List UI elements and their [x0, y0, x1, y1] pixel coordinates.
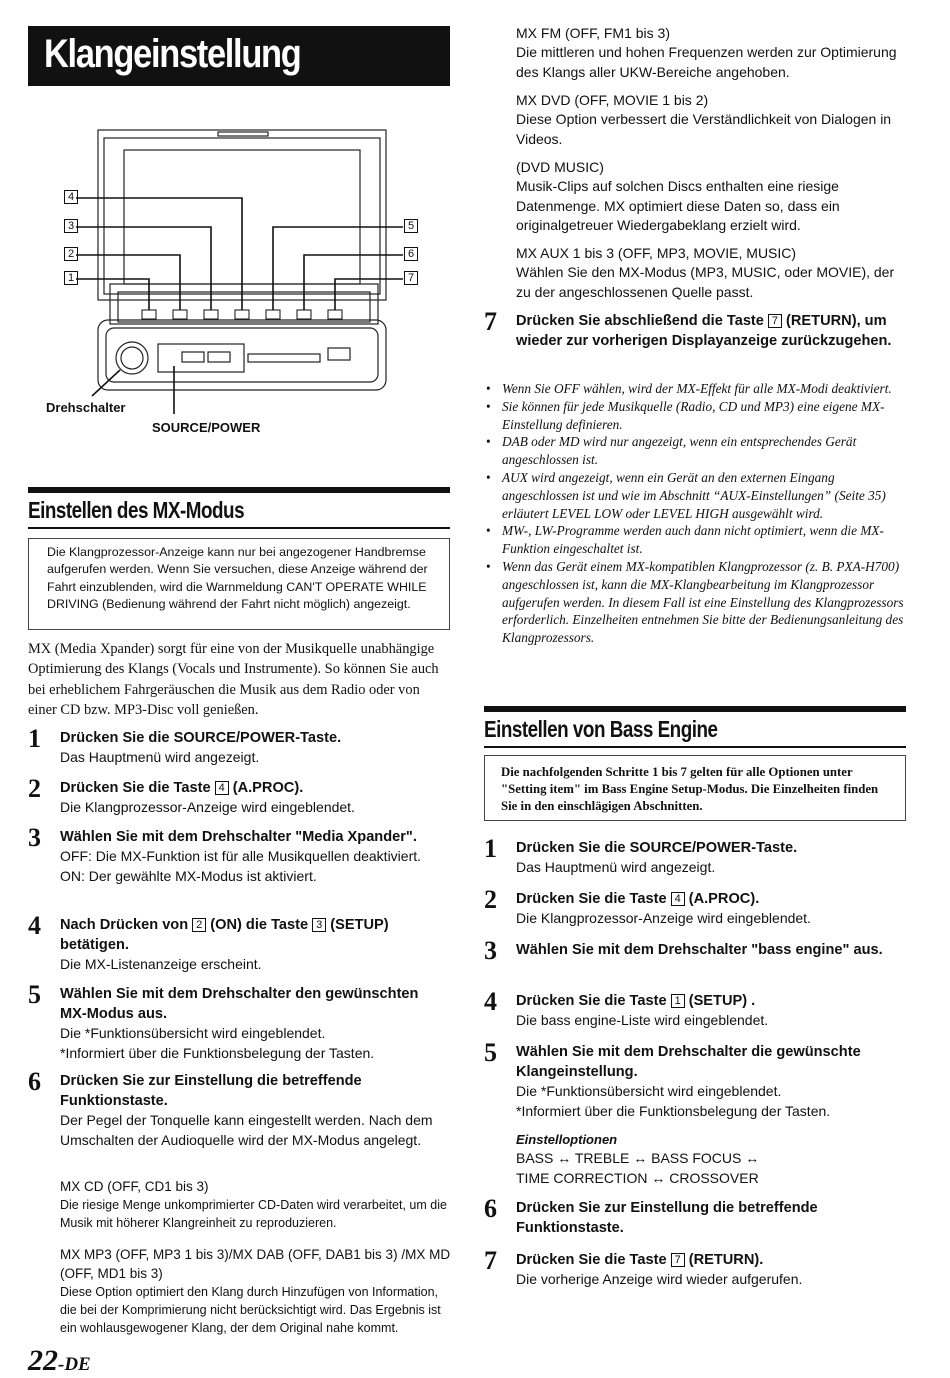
callout-6: 6: [404, 247, 418, 261]
bass-options: Einstelloptionen BASS ↔ TREBLE ↔ BASS FOCUS ↔ TIME CORRECTION ↔ CROSSOVER: [516, 1132, 760, 1186]
note-item: • AUX wird angezeigt, wenn ein Gerät an den externen Eingang angeschlossen ist und wie im Abschnitt “AUX-Einstellungen” (Seite 35) erläutert LEVEL LOW oder LEVEL HIGH ausgewählt wird.: [484, 469, 910, 522]
mx-note-box: [28, 538, 450, 630]
key-box: 2: [192, 918, 206, 932]
mx-mp3-block: MX MP3 (OFF, MP3 1 bis 3)/MX DAB (OFF, DAB1 bis 3) /MX MD (OFF, MD1 bis 3) Diese Option optimiert den Klang durch Hinzufügen von Information, die bei der Komprimierung nicht berücksichtigt wird. Das Ergebnis ist ein wohlausgewogener Klang, der dem Original nahe kommt.: [60, 1247, 451, 1335]
bass-step-2: 2 Drücken Sie die Taste 4 (A.PROC). Die Klangprozessor-Anzeige wird eingeblendet.: [484, 885, 811, 926]
mx-step-7: 7 Drücken Sie abschließend die Taste 7 (RETURN), um wieder zur vorherigen Displayanzeige zurückzugehen.: [484, 307, 892, 349]
bass-step-3: 3 Wählen Sie mit dem Drehschalter "bass engine" aus.: [484, 936, 883, 965]
bass-note-box: [484, 755, 906, 821]
key-box: 3: [312, 918, 326, 932]
notes-list: [484, 380, 910, 647]
key-box: 4: [215, 781, 229, 795]
bass-note-text: Die nachfolgenden Schritte 1 bis 7 gelten für alle Optionen unter "Setting item" im Bass Engine Setup-Modus. Die Einzelheiten finden Sie in den einschlägigen Abschnitten.: [501, 765, 879, 813]
bass-section-heading: Einstellen von Bass Engine: [484, 706, 906, 748]
bass-step-7: 7 Drücken Sie die Taste 7 (RETURN). Die vorherige Anzeige wird wieder aufgerufen.: [484, 1246, 803, 1287]
key-box: 7: [768, 314, 782, 328]
mx-section-heading: Einstellen des MX-Modus: [28, 487, 450, 529]
key-box: 4: [671, 892, 685, 906]
mx-aux-block: MX AUX 1 bis 3 (OFF, MP3, MOVIE, MUSIC) Wählen Sie den MX-Modus (MP3, MUSIC, oder MOVIE), der zu der angeschlossenen Quelle passt.: [516, 245, 895, 300]
page-title-bar: [28, 26, 450, 86]
mx-step-4: 4 Nach Drücken von 2 (ON) die Taste 3 (SETUP) betätigen. Die MX-Listenanzeige erscheint.: [28, 911, 389, 972]
mx-step-5: 5 Wählen Sie mit dem Drehschalter den gewünschten MX-Modus aus. Die *Funktionsübersicht wird eingeblendet. *Informiert über die Funktionsbelegung der Tasten.: [28, 980, 419, 1061]
source-power-label: SOURCE/POWER: [152, 420, 261, 435]
mx-step-6: 6 Drücken Sie zur Einstellung die betreffende Funktionstaste. Der Pegel der Tonquelle kann eingestellt werden. Nach dem Umschalten der Audioquelle wird der MX-Modus angelegt.: [28, 1067, 433, 1148]
callout-5: 5: [404, 219, 418, 233]
mx-step-3: 3 Wählen Sie mit dem Drehschalter "Media Xpander". OFF: Die MX-Funktion ist für alle Musikquellen deaktiviert. ON: Der gewählte MX-Modus ist aktiviert.: [28, 823, 422, 884]
page-number: 22-DE: [28, 1344, 91, 1377]
note-item: • Wenn das Gerät einem MX-kompatiblen Klangprozessor (z. B. PXA-H700) angeschlossen ist, kann die MX-Klangbearbeitung im Klangprozessor aufgerufen werden. In diesem Fall ist eine Einstellung des Klangprozessors erforderlich. Einzelheiten entnehmen Sie bitte der Bedienungsanleitung des Klangprozessors.: [484, 558, 910, 647]
knob-label: Drehschalter: [46, 400, 126, 415]
callout-4: 4: [64, 190, 78, 204]
source-power-key: SOURCE/POWER: [173, 730, 296, 746]
page-title: Klangeinstellung: [44, 32, 301, 76]
key-box: 7: [671, 1253, 685, 1267]
note-item: • Wenn Sie OFF wählen, wird der MX-Effekt für alle MX-Modi deaktiviert.: [484, 380, 910, 398]
callout-2: 2: [64, 247, 78, 261]
key-box: 1: [671, 994, 685, 1008]
mx-cd-block: MX CD (OFF, CD1 bis 3) Die riesige Menge unkomprimierter CD-Daten wird verarbeitet, um die Musik mit höherer Klangreinheit zu reproduzieren.: [60, 1179, 447, 1230]
callout-1: 1: [64, 271, 78, 285]
bass-step-5: 5 Wählen Sie mit dem Drehschalter die gewünschte Klangeinstellung. Die *Funktionsübersicht wird eingeblendet. *Informiert über die Funktionsbelegung der Tasten.: [484, 1038, 861, 1119]
note-item: • Sie können für jede Musikquelle (Radio, CD und MP3) eine eigene MX-Einstellung definieren.: [484, 398, 910, 434]
mx-step-1: 1 Drücken Sie die SOURCE/POWER-Taste. Das Hauptmenü wird angezeigt.: [28, 724, 342, 765]
device-figure: [28, 120, 452, 450]
callout-3: 3: [64, 219, 78, 233]
mx-note-text: Die Klangprozessor-Anzeige kann nur bei angezogener Handbremse aufgerufen werden. Wenn Sie versuchen, diese Anzeige während der Fahrt einzublenden, wird die Warnmeldung CAN'T OPERATE WHILE DRIVING (Bedienung während der Fahrt nicht möglich) angezeigt.: [47, 545, 428, 612]
note-item: • DAB oder MD wird nur angezeigt, wenn ein entsprechendes Gerät angeschlossen ist.: [484, 433, 910, 469]
dvd-music-block: (DVD MUSIC) Musik-Clips auf solchen Discs enthalten eine riesige Datenmenge. MX optimiert diese Daten so, dass ein originalgetreuer Wiedergabeklang erzielt wird.: [516, 159, 840, 234]
mx-step-2: 2 Drücken Sie die Taste 4 (A.PROC). Die Klangprozessor-Anzeige wird eingeblendet.: [28, 774, 355, 815]
callout-7: 7: [404, 271, 418, 285]
mx-fm-block: MX FM (OFF, FM1 bis 3) Die mittleren und hohen Frequenzen werden zur Optimierung des Klangs aller UKW-Bereiche angehoben.: [516, 25, 897, 80]
bass-step-1: 1 Drücken Sie die SOURCE/POWER-Taste. Das Hauptmenü wird angezeigt.: [484, 834, 798, 875]
mx-dvd-block: MX DVD (OFF, MOVIE 1 bis 2) Diese Option verbessert die Verständlichkeit von Dialogen in Videos.: [516, 92, 892, 147]
note-item: • MW-, LW-Programme werden auch dann nicht optimiert, wenn die MX-Funktion eingeschaltet ist.: [484, 522, 910, 558]
bass-step-6: 6 Drücken Sie zur Einstellung die betreffende Funktionstaste.: [484, 1194, 818, 1236]
mx-intro: MX (Media Xpander) sorgt für eine von der Musikquelle unabhängige Optimierung des Klangs (Vocals und Instrumente). So können Sie auch bei erheblichem Fahrgeräuschen die Musik aus dem Radio oder von einer CD bzw. MP3-Disc voll genießen.: [28, 641, 439, 719]
bass-step-4: 4 Drücken Sie die Taste 1 (SETUP) . Die bass engine-Liste wird eingeblendet.: [484, 987, 769, 1028]
